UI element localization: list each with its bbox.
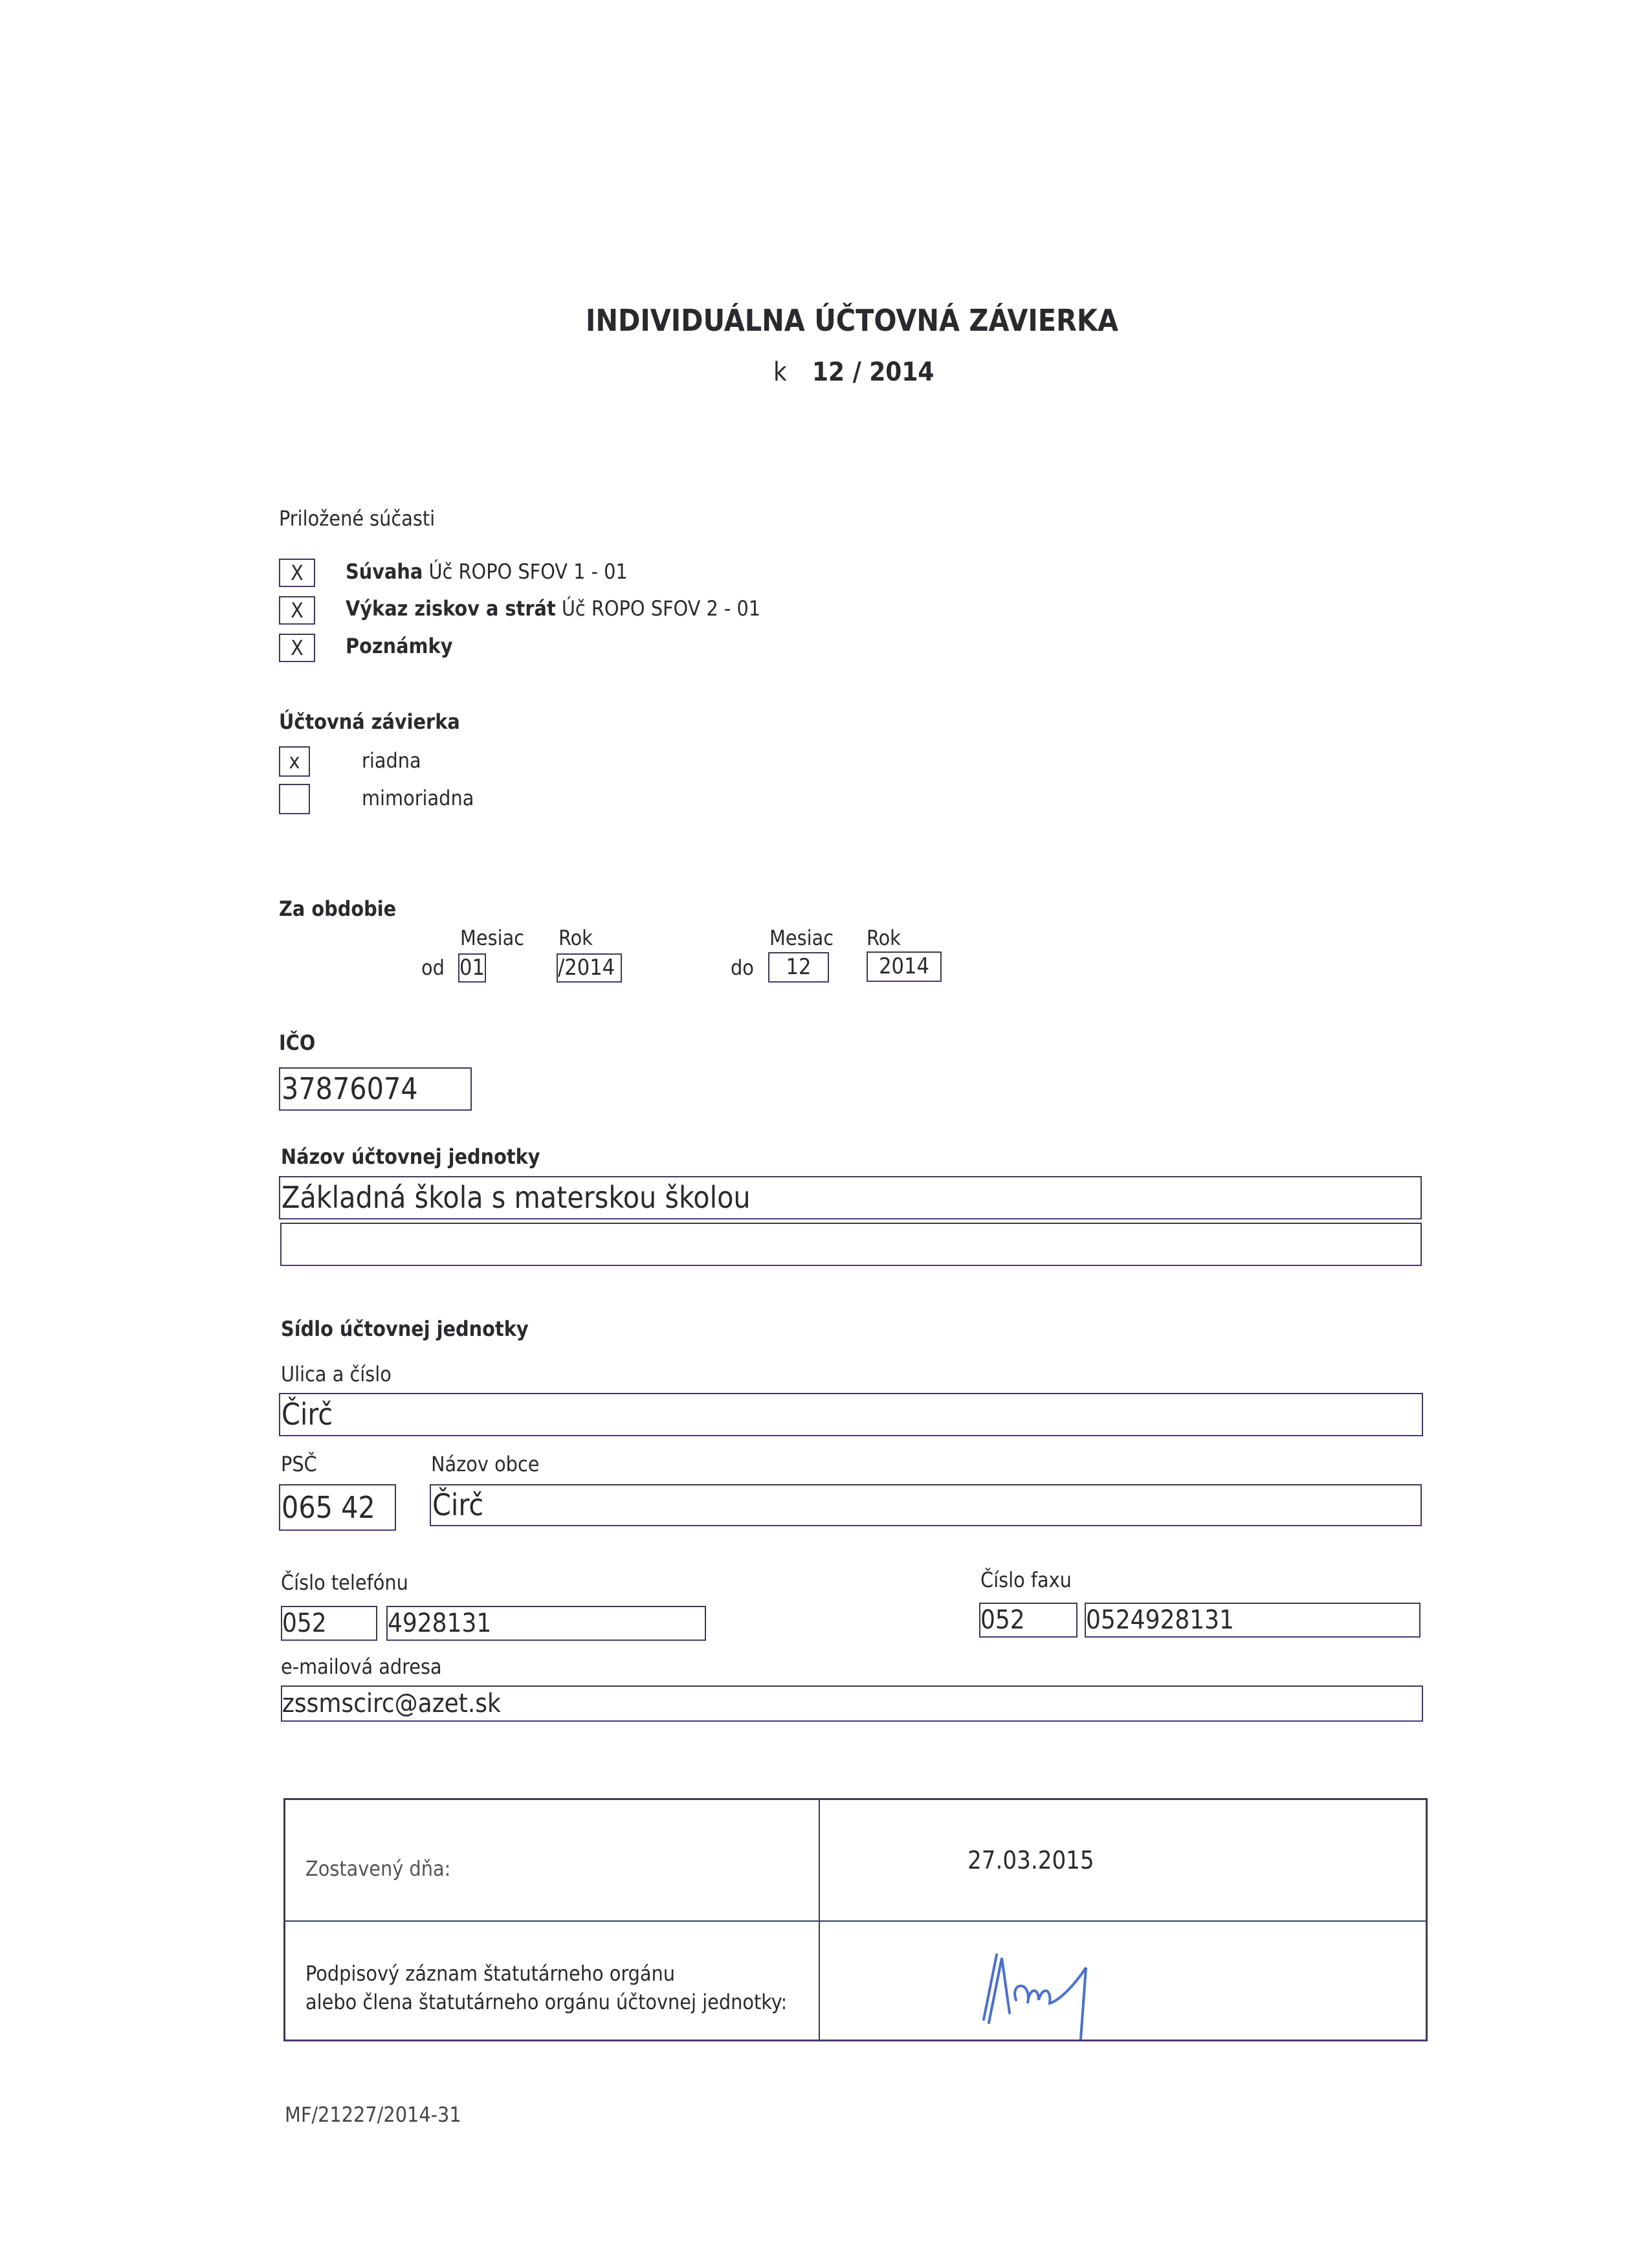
- to-year-label: Rok: [867, 926, 901, 950]
- from-label: od: [421, 955, 445, 980]
- psc-field[interactable]: 065 42: [279, 1484, 396, 1531]
- ico-label: IČO: [279, 1030, 316, 1055]
- attachment-title: Súvaha: [346, 559, 423, 584]
- document-title: INDIVIDUÁLNA ÚČTOVNÁ ZÁVIERKA: [586, 303, 1119, 338]
- statement-type-heading: Účtovná závierka: [279, 709, 460, 734]
- signature-label-1: Podpisový záznam štatutárneho orgánu: [305, 1961, 676, 1986]
- checkbox-riadna[interactable]: x: [279, 746, 310, 777]
- attachment-suvaha: [346, 559, 628, 584]
- city-field[interactable]: Čirč: [430, 1484, 1422, 1526]
- checkbox-vykaz[interactable]: X: [279, 596, 315, 625]
- fax-prefix-field[interactable]: 052: [979, 1603, 1078, 1638]
- from-month-label: Mesiac: [460, 926, 525, 950]
- date-label: Zostavený dňa:: [305, 1856, 451, 1881]
- psc-label: PSČ: [281, 1452, 317, 1476]
- table-row-divider: [283, 1920, 1428, 1922]
- attachment-form: Úč ROPO SFOV 2 - 01: [561, 596, 761, 621]
- to-label: do: [731, 955, 754, 980]
- attachments-heading: Priložené súčasti: [279, 506, 436, 531]
- street-field[interactable]: Čirč: [279, 1393, 1423, 1436]
- checkbox-mimoriadna[interactable]: [279, 784, 310, 814]
- form-code: MF/21227/2014-31: [285, 2102, 461, 2127]
- fax-number-field[interactable]: 0524928131: [1085, 1603, 1420, 1638]
- phone-prefix-field[interactable]: 052: [281, 1606, 377, 1641]
- from-year-field[interactable]: /2014: [557, 953, 622, 983]
- table-column-divider: [819, 1798, 820, 2041]
- attachment-poznamky: Poznámky: [346, 634, 453, 658]
- option-riadna-label: riadna: [362, 748, 421, 773]
- option-mimoriadna-label: mimoriadna: [362, 786, 474, 810]
- to-month-field[interactable]: 12: [768, 952, 829, 983]
- signature-image: [971, 1942, 1139, 2045]
- date-value: 27.03.2015: [967, 1846, 1094, 1874]
- attachment-form: Úč ROPO SFOV 1 - 01: [428, 559, 628, 584]
- name-label: Názov účtovnej jednotky: [281, 1144, 540, 1169]
- address-heading: Sídlo účtovnej jednotky: [281, 1317, 529, 1341]
- ico-field[interactable]: 37876074: [279, 1067, 472, 1111]
- phone-number-field[interactable]: 4928131: [386, 1606, 706, 1641]
- from-year-label: Rok: [558, 926, 593, 950]
- to-year-field[interactable]: 2014: [867, 951, 942, 982]
- street-label: Ulica a číslo: [281, 1362, 392, 1386]
- fax-label: Číslo faxu: [980, 1568, 1072, 1592]
- period-k: k: [773, 357, 787, 387]
- email-label: e-mailová adresa: [281, 1654, 442, 1679]
- name-field-line2[interactable]: [280, 1223, 1422, 1266]
- signature-label-2: alebo člena štatutárneho orgánu účtovnej jednotky:: [305, 1990, 788, 2014]
- period-heading: Za obdobie: [279, 896, 397, 921]
- phone-label: Číslo telefónu: [281, 1570, 408, 1595]
- header-period: 12 / 2014: [812, 357, 934, 387]
- city-label: Názov obce: [431, 1452, 540, 1476]
- attachment-title: Výkaz ziskov a strát: [346, 596, 556, 621]
- from-month-field[interactable]: 01: [458, 953, 486, 983]
- checkbox-poznamky[interactable]: X: [279, 634, 315, 662]
- email-field[interactable]: zssmscirc@azet.sk: [281, 1685, 1423, 1722]
- name-field-line1[interactable]: Základná škola s materskou školou: [279, 1176, 1422, 1219]
- checkbox-suvaha[interactable]: X: [279, 559, 315, 587]
- attachment-vykaz: [346, 596, 760, 621]
- to-month-label: Mesiac: [769, 926, 834, 950]
